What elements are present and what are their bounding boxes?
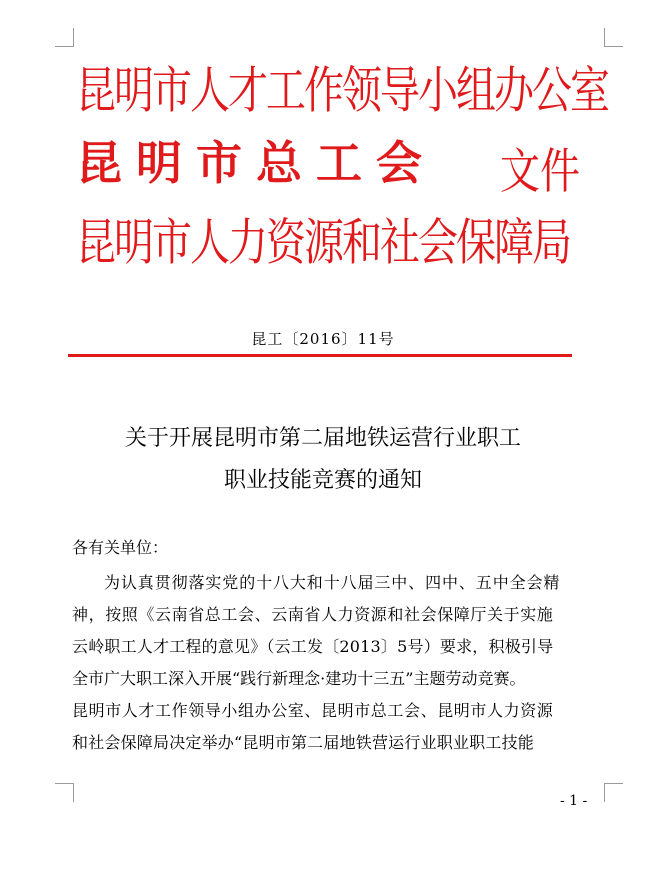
notice-title-line-2: 职业技能竞赛的通知 [223, 468, 422, 493]
crop-mark-bottom-right [604, 783, 623, 802]
notice-title-line-1: 关于开展昆明市第二届地铁运营行业职工 [124, 426, 521, 451]
document-label: 文件 [500, 144, 580, 200]
issuer-line-3: 昆明市人力资源和社会保障局 [76, 214, 570, 272]
page-number: - 1 - [560, 793, 588, 809]
body-line: 昆明市人才工作领导小组办公室、昆明市总工会、昆明市人力资源 [72, 701, 554, 720]
issuer-line-2: 昆明市总工会 [76, 136, 436, 190]
crop-mark-top-right [604, 28, 623, 47]
document-number: 昆工〔2016〕11号 [251, 330, 395, 348]
crop-mark-bottom-left [55, 783, 74, 802]
red-separator-line [68, 354, 572, 357]
body-line: 和社会保障局决定举办“昆明市第二届地铁营运行业职业职工技能 [72, 733, 534, 752]
issuer-line-1: 昆明市人才工作领导小组办公室 [76, 62, 608, 120]
body-line: 云岭职工人才工程的意见》（云工发〔2013〕5号）要求，积极引导 [72, 637, 554, 656]
body-line: 为认真贯彻落实党的十八大和十八届三中、四中、五中全会精 [104, 573, 561, 592]
body-line: 神，按照《云南省总工会、云南省人力资源和社会保障厅关于实施 [72, 605, 554, 624]
crop-mark-top-left [55, 28, 74, 47]
salutation: 各有关单位： [72, 538, 169, 557]
body-line: 全市广大职工深入开展“践行新理念·建功十三五”主题劳动竞赛。 [72, 669, 526, 688]
